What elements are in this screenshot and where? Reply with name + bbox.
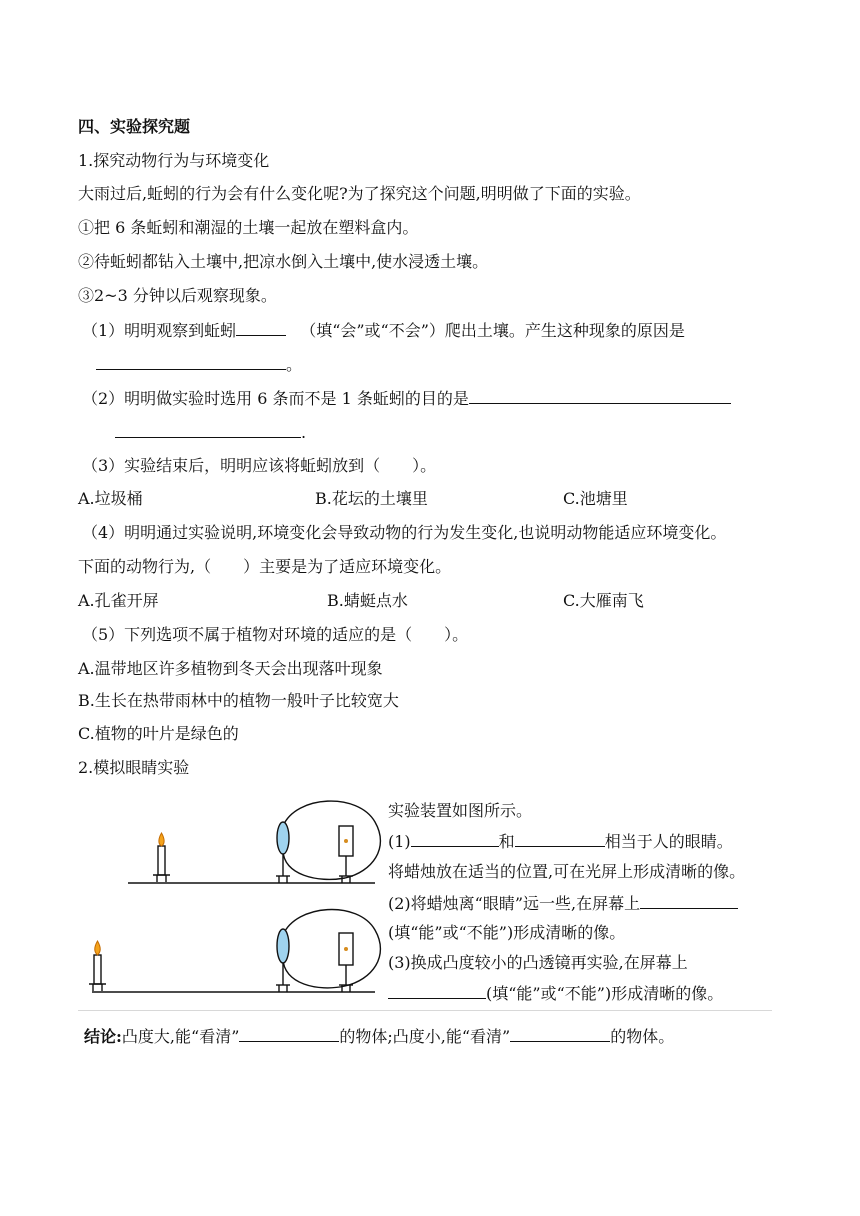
option-3c[interactable]: C.池塘里: [563, 489, 628, 508]
separator-line: [78, 1010, 772, 1011]
eyeball-outline-bottom: [283, 910, 380, 988]
question-2-title: 2.模拟眼睛实验: [78, 758, 190, 777]
part-1-line-2: 将蜡烛放在适当的位置,可在光屏上形成清晰的像。: [388, 862, 746, 881]
flame-icon: [95, 941, 100, 955]
part-2-line-1: [388, 892, 738, 915]
setup-text: 实验装置如图所示。: [388, 801, 533, 820]
part-3-line-2: [388, 982, 723, 1005]
part-1-line-1: [388, 830, 733, 853]
conclusion: [84, 1025, 674, 1048]
sub-question-1-text-a: （1）明明观察到蚯蚓: [82, 321, 237, 340]
sub-question-1-text-b: （填“会”或“不会”）爬出土壤。产生这种现象的原因是: [300, 321, 685, 340]
conclusion-label: 结论:: [84, 1027, 122, 1046]
convex-lens-bottom: [277, 929, 289, 963]
convex-lens-top: [277, 822, 289, 854]
image-spot-bottom: [344, 947, 348, 951]
flame-icon: [159, 833, 164, 846]
part-1-label: (1): [388, 832, 411, 851]
option-3b[interactable]: B.花坛的土壤里: [315, 489, 428, 508]
option-5c[interactable]: C.植物的叶片是绿色的: [78, 724, 239, 743]
part-2-text: (2)将蜡烛离“眼睛”远一些,在屏幕上: [388, 894, 641, 913]
section-title: 四、实验探究题: [78, 117, 191, 136]
conclusion-text-b: 的物体;凸度小,能“看清”: [339, 1027, 511, 1046]
apparatus-top: [128, 801, 380, 883]
sub-question-1-end: 。: [286, 355, 303, 374]
candle-bottom: [89, 941, 106, 991]
sub-question-4-line-2: 下面的动物行为,（ ）主要是为了适应环境变化。: [78, 557, 452, 576]
answer-blank-8[interactable]: [388, 982, 486, 999]
sub-question-3: （3）实验结束后，明明应该将蚯蚓放到（ ）。: [82, 456, 437, 475]
sub-question-2-end: .: [301, 423, 307, 442]
part-1-and: 和: [498, 832, 515, 851]
sub-question-2-text: （2）明明做实验时选用 6 条而不是 1 条蚯蚓的目的是: [82, 389, 469, 408]
answer-blank-5[interactable]: [411, 830, 499, 847]
step-2: ②待蚯蚓都钻入土壤中,把凉水倒入土壤中,使水浸透土壤。: [78, 252, 489, 271]
question-1-title: 1.探究动物行为与环境变化: [78, 151, 270, 170]
option-4c[interactable]: C.大雁南飞: [563, 591, 644, 610]
eyeball-outline-top: [283, 801, 380, 879]
option-4b[interactable]: B.蜻蜓点水: [327, 591, 408, 610]
option-5a[interactable]: A.温带地区许多植物到冬天会出现落叶现象: [78, 659, 383, 678]
image-spot-top: [344, 839, 348, 843]
option-5b[interactable]: B.生长在热带雨林中的植物一般叶子比较宽大: [78, 691, 399, 710]
part-3-line-1: (3)换成凸度较小的凸透镜再实验,在屏幕上: [388, 953, 688, 972]
step-1: ①把 6 条蚯蚓和潮湿的土壤一起放在塑料盒内。: [78, 218, 419, 237]
step-3: ③2~3 分钟以后观察现象。: [78, 286, 277, 305]
conclusion-text-c: 的物体。: [610, 1027, 675, 1046]
apparatus-bottom: [89, 910, 380, 992]
answer-blank-7[interactable]: [640, 892, 738, 909]
option-3a[interactable]: A.垃圾桶: [78, 489, 143, 508]
question-1-intro: 大雨过后,蚯蚓的行为会有什么变化呢?为了探究这个问题,明明做了下面的实验。: [78, 184, 641, 203]
part-3-text: (填“能”或“不能”)形成清晰的像。: [486, 984, 724, 1003]
answer-blank-9[interactable]: [239, 1025, 339, 1042]
sub-question-4-line-1: （4）明明通过实验说明,环境变化会导致动物的行为发生变化,也说明动物能适应环境变化。: [82, 523, 727, 542]
candle-top: [153, 833, 170, 882]
sub-question-5: （5）下列选项不属于植物对环境的适应的是（ ）。: [82, 625, 469, 644]
conclusion-text-a: 凸度大,能“看清”: [121, 1027, 240, 1046]
part-1-text: 相当于人的眼睛。: [604, 832, 733, 851]
option-4a[interactable]: A.孔雀开屏: [78, 591, 159, 610]
part-2-line-2: (填“能”或“不能”)形成清晰的像。: [388, 923, 626, 942]
answer-blank-6[interactable]: [515, 830, 605, 847]
answer-blank-10[interactable]: [510, 1025, 610, 1042]
